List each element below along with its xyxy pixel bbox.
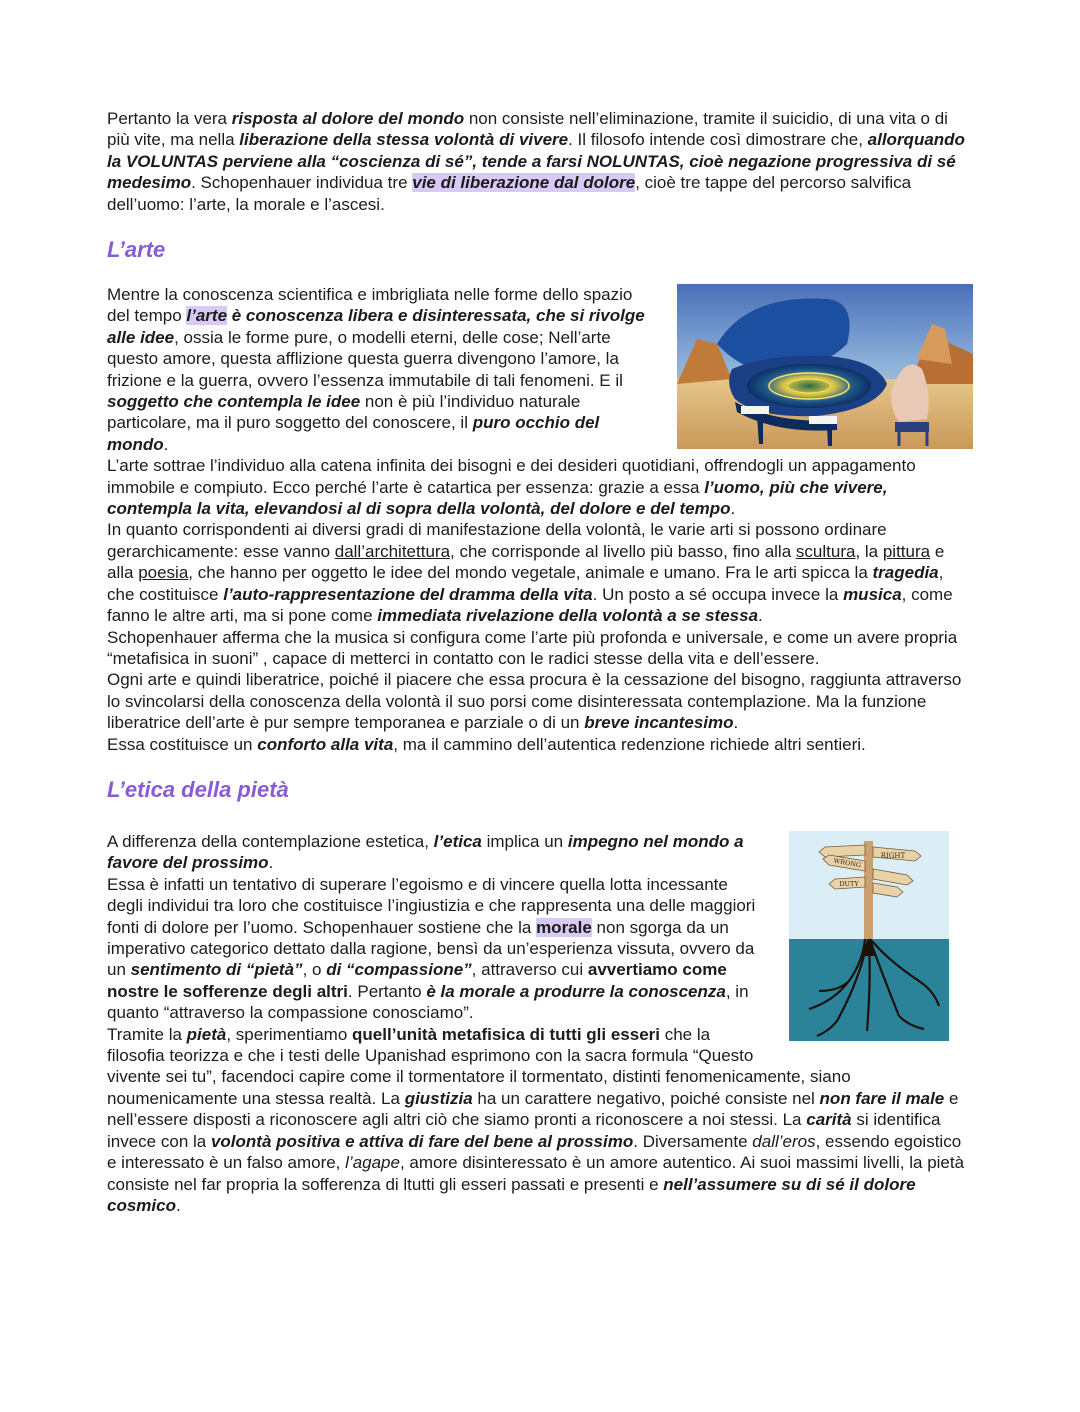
arte-paragraph-1: Mentre la conoscenza scientifica e imbrigliata nelle forme dello spazio del tempo l’arte è conoscenza libera e disinteressata, che si rivolge alle idee, ossia le forme pure, o modelli eterni, delle cose; Nell’arte questo amore, questa afflizione questa guerra divengono l’amore, la frizione e la guerra, ovvero l’essenza immutabile di tali fenomeni. E il soggetto che contempla le idee non è più l’individuo naturale particolare, ma il puro soggetto del conoscere, il puro occhio del mondo. xyxy=(107,285,645,454)
surreal-piano-image xyxy=(677,284,973,449)
etica-paragraph-2: Essa è infatti un tentativo di superare l’egoismo e di vincere quella lotta incessante degli individui tra loro che costituisce l’ingiustizia e che rappresenta una delle maggiori fonti di dolore per l’uomo. Schopenhauer sostiene che la morale non sgorga da un imperativo categorico dettato dalla ragione, bensì da un’esperienza vissuta, ovvero da un sentimento di “pietà”, o di “compassione”, attraverso cui avvertiamo come nostre le sofferenze degli altri. Pertanto è la morale a produrre la conoscenza, in quanto “attraverso la compassione conosciamo”. xyxy=(107,874,756,1023)
highlight: morale xyxy=(536,917,592,937)
text-run: . Il filosofo intende così dimostrare che, xyxy=(568,130,868,150)
sign-label-right: RIGHT xyxy=(880,852,906,860)
etica-paragraph-1: A differenza della contemplazione estetica, l’etica implica un impegno nel mondo a favore del prossimo. xyxy=(107,832,744,873)
arte-paragraph-6: Essa costituisce un conforto alla vita, ma il cammino dell’autentica redenzione richiede altri sentieri. xyxy=(107,734,866,754)
piano-painting-icon xyxy=(677,284,973,449)
arte-paragraph-5: Ogni arte e quindi liberatrice, poiché il piacere che essa procura è la cessazione del bisogno, raggiunta attraverso lo svincolarsi della conoscenza della volontà il suo porsi come disinteressata contemplazione. Ma la funzione liberatrice dell’arte è pur sempre temporanea e parziale o di un breve incantesimo. xyxy=(107,670,962,733)
highlight: vie di liberazione dal dolore xyxy=(412,173,636,193)
text-run: Pertanto la vera xyxy=(107,109,232,128)
text-run: . Schopenhauer individua tre xyxy=(191,173,413,193)
section-heading-arte: L’arte xyxy=(107,237,166,262)
emphasis: liberazione della stessa volontà di vivere xyxy=(239,130,569,150)
arte-paragraph-3: In quanto corrispondenti ai diversi gradi di manifestazione della volontà, le varie arti si possono ordinare gerarchicamente: esse vanno dall’architettura, che corrisponde al livello più basso, fino alla scultura, la pittura e alla poesia, che hanno per oggetto le idee del mondo vegetale, animale e umano. Fra le arti spicca la tragedia, che costituisce l’auto-rappresentazione del dramma della vita. Un posto a sé occupa invece la musica, come fanno le altre arti, ma si pone come immediata rivelazione della volontà a se stessa. xyxy=(107,520,953,626)
arte-paragraph-4: Schopenhauer afferma che la musica si configura come l’arte più profonda e universale, e come un avere propria “metafisica in suoni” , capace di metterci in contatto con le radici stesse della vita e dell’essere. xyxy=(107,627,958,668)
text-run: , cioè tre tappe del percorso salvifica dell’uomo: l’arte, la morale e l’ascesi. xyxy=(107,173,912,214)
intro-paragraph xyxy=(107,108,973,215)
sign-label-wrong: WRONG xyxy=(832,856,862,870)
arte-paragraph-2: L’arte sottrae l’individuo alla catena infinita dei bisogni e dei desideri quotidiani, offrendogli un appagamento immobile e compiuto. Ecco perché l’arte è catartica per essenza: grazie a essa l’uomo, più che vivere, contempla la vita, elevandosi al di sopra della volontà, del dolore e del tempo. xyxy=(107,456,916,519)
etica-paragraph-3: Tramite la pietà, sperimentiamo quell’unità metafisica di tutti gli esseri che la filosofia teorizza e che i testi delle Upanishad esprimono con la sacra formula “Questo vivente sei tu”, facendoci capire come il tormentatore il tormentato, distinti fenomenicamente, siano noumenicamente una stessa realtà. La giustizia ha un carattere negativo, poiché consiste nel non fare il male e nell’essere disposti a riconoscere agli altri ciò che siamo pronti a riconoscere a noi stessi. La carità si identifica invece con la volontà positiva e attiva di fare del bene al prossimo. Diversamente dall’eros, essendo egoistico e interessato è un falso amore, l’agape, amore disinteressato è un amore autentico. Ai suoi massimi livelli, la pietà consiste nel far propria la sofferenza di ltutti gli esseri passati e presenti e nell’assumere su di sé il dolore cosmico. xyxy=(107,1024,965,1215)
emphasis: risposta al dolore del mondo xyxy=(231,109,465,128)
section-heading-etica: L’etica della pietà xyxy=(107,777,289,802)
text-run: non consiste nell’eliminazione, tramite il suicidio, di una vita o di più vite, ma nella xyxy=(107,109,948,150)
signpost-icon xyxy=(789,831,949,1041)
highlight: l’arte xyxy=(186,306,228,326)
section-arte xyxy=(107,284,973,755)
emphasis: allorquando la VOLUNTAS perviene alla “coscienza di sé”, tende a farsi NOLUNTAS, cioè negazione progressiva di sé medesimo xyxy=(107,130,965,193)
signpost-roots-image xyxy=(789,831,949,1041)
sign-label-duty: DUTY xyxy=(839,880,859,888)
section-etica xyxy=(107,831,973,1216)
